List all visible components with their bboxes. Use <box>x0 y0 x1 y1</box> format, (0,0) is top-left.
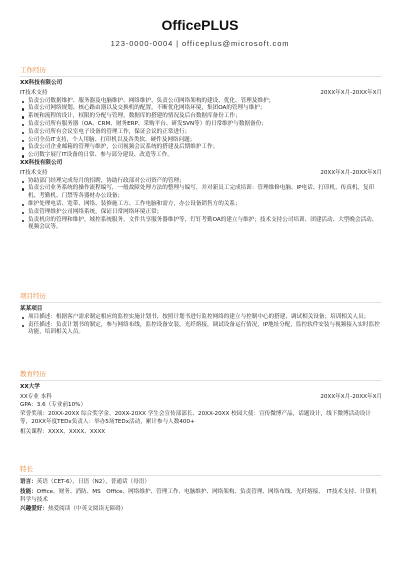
project-name: 某某项目 <box>20 306 43 312</box>
honors: 荣誉奖项：20XX-20XX 综合奖学金、20XX-20XX 学生会宣传部部长、20XX-20XX 校园大使：宣传微博产品，话题设计，线下微博活动设计等，20XX年度TEDx负责人：举办5场TEDx活动，累计参与人数400+ <box>20 411 371 426</box>
project-section <box>20 292 382 337</box>
job-role: IT技术支持 <box>20 169 48 176</box>
job-duty: 负责管理维护公司网络系统，保证日常网络环境正常； <box>20 209 382 217</box>
job-duty: 系统和流程的设计，权限的分配与管理，数据库的搭建的情况及后台数据库备份工作； <box>20 113 382 121</box>
skill-value: Office、财务、消防、MS Office、网络维护、管理工作、电脑维护、网络架构、负责管理、网络布线、光纤熔接、 IT技术支持、计算机科学与技术 <box>20 488 377 503</box>
job-duty: 负责公司所有会议室电子设备的管理工作，保证会议的正常进行； <box>20 129 382 137</box>
work-section <box>20 66 382 232</box>
school-name: XX大学 <box>20 384 40 390</box>
job-company: XX科技有限公司 <box>20 159 63 166</box>
job-duty: 负责公司数据维护、服务器及电脑维护、网络维护、负责公司网络架构的建设、优化、管理及维护； <box>20 98 382 106</box>
job-duty: 负责机房的管理和维护，域控系统服务，文件共享服务器维护等，钉钉考勤OA的建立与维护；技术支持公司培训、团建活动、大型晚会活动、视频会议等。 <box>20 217 382 233</box>
job-company: XX科技有限公司 <box>20 80 63 86</box>
contact-info: 123-0000-0004 | officeplus@microsoft.com <box>110 39 290 48</box>
job-duty: 负责公司业务系统的操作流程编写，一般故障处理方法的整理与编写，并对新员工完成培训：管理维修电脑、IP电话、打印机、传真机、复印机、考勤机、门禁等各器材办公设备； <box>20 185 382 201</box>
language-row <box>20 479 382 487</box>
job-dates: 20XX年X月-20XX年X月 <box>320 89 382 96</box>
project-section-title: 项目经历 <box>20 292 382 303</box>
job-duty: 负责公司网络规划、核心路由器以及交换机的配置，不断优化网络环境，集团OA的管理与维护； <box>20 105 382 113</box>
skill-label: 技能： <box>20 488 37 495</box>
job-duty: 公司数字展厅IT设备的日常、参与部分建设、改造等工作。 <box>20 152 382 160</box>
hobby-label: 兴趣爱好： <box>20 506 48 513</box>
job-role-row <box>20 88 382 98</box>
job-duties-list <box>20 178 382 233</box>
job-role: IT技术支持 <box>20 89 48 96</box>
job-entry <box>20 80 382 160</box>
courses: 相关课程：XXXX、XXXX、XXXX <box>20 428 106 435</box>
hobby-row <box>20 506 382 514</box>
work-section-title: 工作经历 <box>20 66 382 77</box>
job-duty: 公司全员IT支持，个人用脑、打印机以及各类软、硬件及网络问题； <box>20 137 382 145</box>
hobby-value: 热爱阅读（中英文阅读无障碍） <box>47 506 127 513</box>
major-degree: XX专业 本科 <box>20 393 52 400</box>
project-details-list <box>20 314 382 337</box>
education-section <box>20 370 382 437</box>
education-major-row <box>20 392 382 402</box>
gpa: GPA：3.6（专业前10%） <box>20 401 87 408</box>
job-duties-list <box>20 98 382 160</box>
project-responsibility: 责任描述：负责计划书的制定，参与网络布线，监控设备安装，光纤熔接，调试设备运行情况，IP地址分配，监控软件安装与视频接入实时监控功能，培训相关人员。 <box>20 322 382 338</box>
education-section-title: 教育经历 <box>20 370 382 381</box>
job-duty: 维护处理电话、宽带、网络、装修施工方、工作电脑和需方，办公设备销售方的关系； <box>20 201 382 209</box>
candidate-name: OfficePLUS <box>161 17 239 33</box>
project-description: 项目描述：根据客户需求制定相应的监控实施计划书，按照计划书进行监控网络的建立与控制中心的搭建，调试相关设备；培训相关人员； <box>20 314 382 322</box>
job-role-row <box>20 168 382 178</box>
job-duty: 协助部门经理完成每月的招聘，协助行政部对公司资产的管理； <box>20 178 382 186</box>
language-label: 语言： <box>20 479 37 485</box>
skills-section-title: 特长 <box>20 465 382 476</box>
job-dates: 20XX年X月-20XX年X月 <box>320 169 382 176</box>
skills-section <box>20 465 382 514</box>
job-duty: 负责公司所有服务器（OA、CRM、财务ERP、采购平台、研发SVN等）的日常维护与数据备份； <box>20 121 382 129</box>
job-entry <box>20 160 382 232</box>
language-value: 英语（CET-6），日语（N2），普通话（母语） <box>36 479 150 485</box>
job-duty: 负责公司企业邮箱的管理与维护，公司视频会议系统的搭建及后期维护工作； <box>20 144 382 152</box>
education-dates: 20XX年X月-20XX年X月 <box>320 393 382 400</box>
skill-row <box>20 489 382 505</box>
